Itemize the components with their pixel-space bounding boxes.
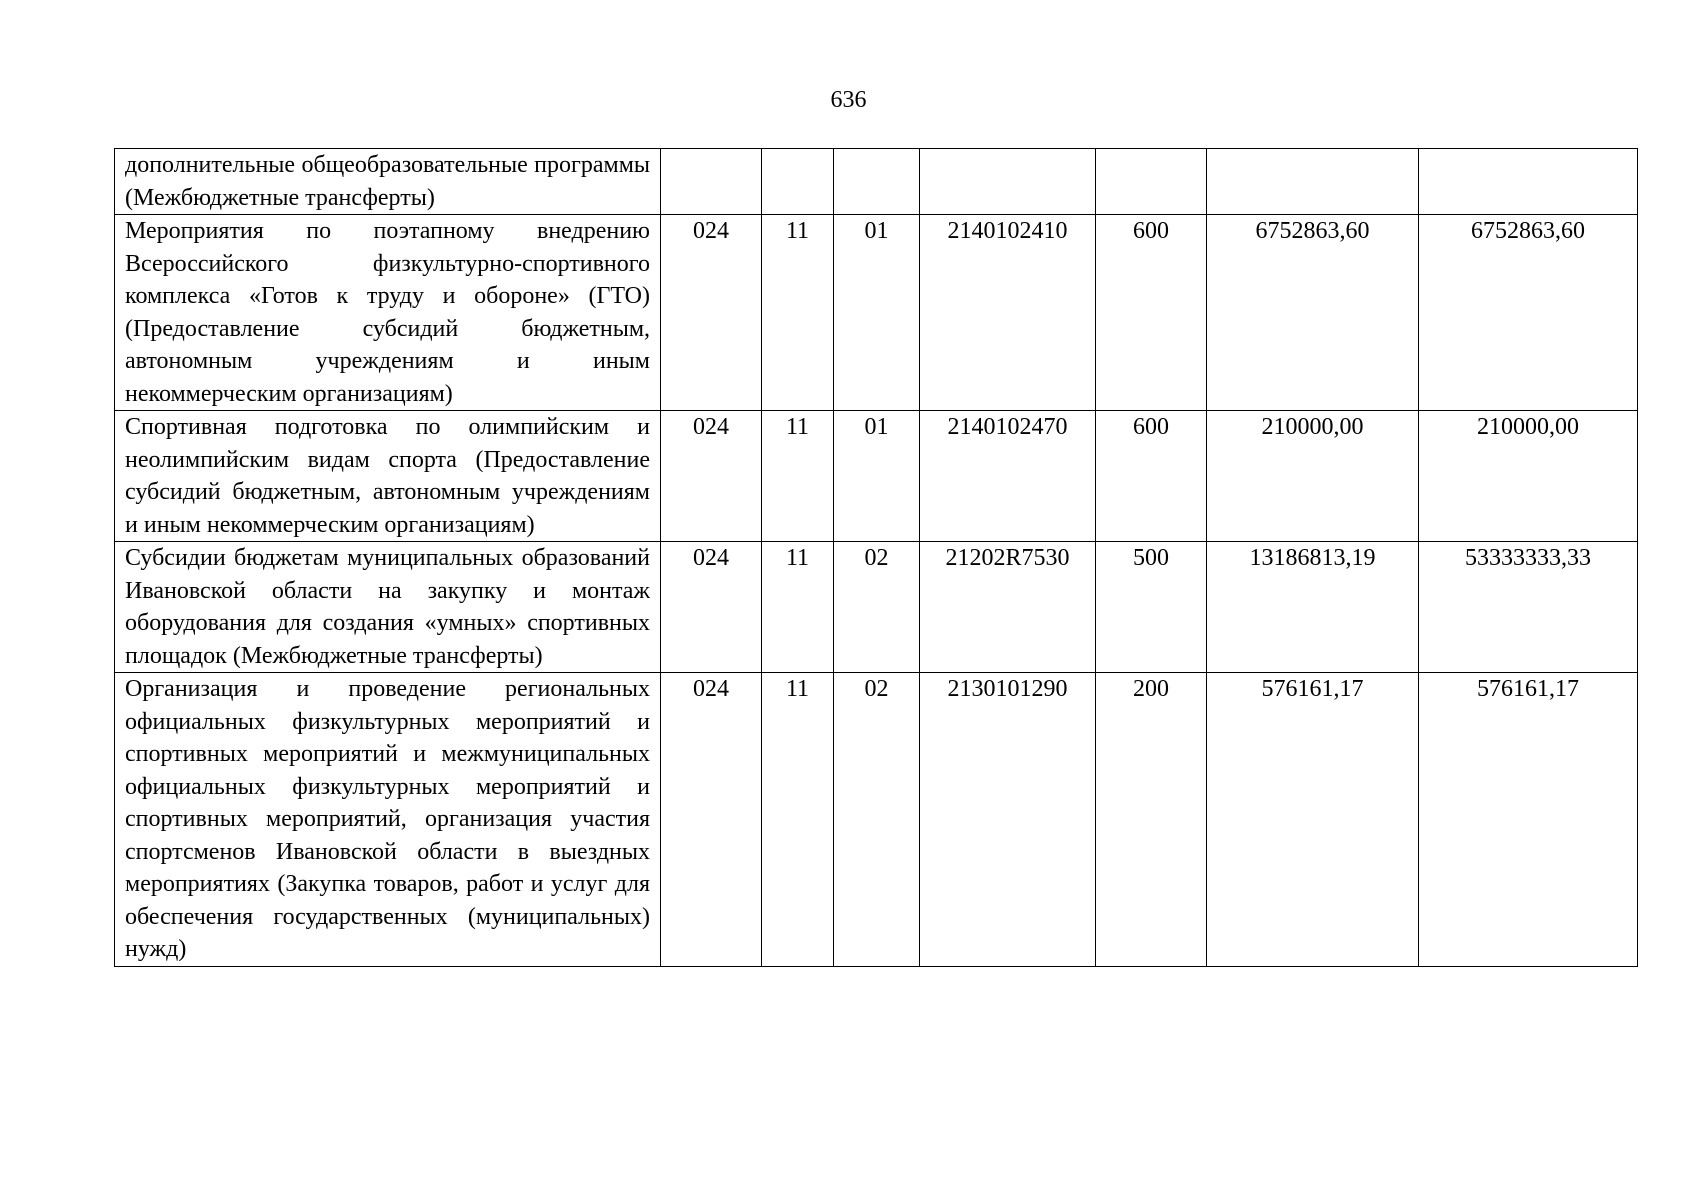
subsection-code: [834, 149, 920, 215]
table-row: [115, 673, 1638, 967]
amount-year-2: [1419, 149, 1638, 215]
row-description: дополнительные общеобразовательные программы (Межбюджетные трансферты): [115, 149, 661, 215]
subsection-code: 01: [834, 215, 920, 411]
section-code: [762, 149, 834, 215]
table-row: [115, 542, 1638, 673]
ved-code: [661, 149, 762, 215]
ved-code: 024: [661, 542, 762, 673]
amount-year-2: 210000,00: [1419, 411, 1638, 542]
table-row: [115, 149, 1638, 215]
target-article-code: [920, 149, 1096, 215]
budget-table: [114, 148, 1638, 967]
table-row: [115, 215, 1638, 411]
target-article-code: 21202R7530: [920, 542, 1096, 673]
row-description: Субсидии бюджетам муниципальных образований Ивановской области на закупку и монтаж оборудования для создания «умных» спортивных площадок (Межбюджетные трансферты): [115, 542, 661, 673]
ved-code: 024: [661, 411, 762, 542]
amount-year-1: [1207, 149, 1419, 215]
target-article-code: 2130101290: [920, 673, 1096, 967]
amount-year-1: 210000,00: [1207, 411, 1419, 542]
section-code: 11: [762, 411, 834, 542]
subsection-code: 01: [834, 411, 920, 542]
row-description: Организация и проведение региональных официальных физкультурных мероприятий и спортивных мероприятий и межмуниципальных официальных физкультурных мероприятий и спортивных мероприятий, организация участия спортсменов Ивановской области в выездных мероприятиях (Закупка товаров, работ и услуг для обеспечения государственных (муниципальных) нужд): [115, 673, 661, 967]
ved-code: 024: [661, 215, 762, 411]
target-article-code: 2140102410: [920, 215, 1096, 411]
subsection-code: 02: [834, 542, 920, 673]
subsection-code: 02: [834, 673, 920, 967]
page-number: 636: [830, 87, 867, 113]
ved-code: 024: [661, 673, 762, 967]
expense-type-code: 500: [1096, 542, 1207, 673]
section-code: 11: [762, 542, 834, 673]
section-code: 11: [762, 215, 834, 411]
amount-year-1: 13186813,19: [1207, 542, 1419, 673]
table-row: [115, 411, 1638, 542]
amount-year-1: 6752863,60: [1207, 215, 1419, 411]
expense-type-code: [1096, 149, 1207, 215]
target-article-code: 2140102470: [920, 411, 1096, 542]
expense-type-code: 600: [1096, 411, 1207, 542]
section-code: 11: [762, 673, 834, 967]
amount-year-2: 53333333,33: [1419, 542, 1638, 673]
expense-type-code: 600: [1096, 215, 1207, 411]
row-description: Спортивная подготовка по олимпийским и неолимпийским видам спорта (Предоставление субсидий бюджетным, автономным учреждениям и иным некоммерческим организациям): [115, 411, 661, 542]
amount-year-2: 6752863,60: [1419, 215, 1638, 411]
expense-type-code: 200: [1096, 673, 1207, 967]
row-description: Мероприятия по поэтапному внедрению Всероссийского физкультурно-спортивного комплекса «Готов к труду и обороне» (ГТО) (Предоставление субсидий бюджетным, автономным учреждениям и иным некоммерческим организациям): [115, 215, 661, 411]
amount-year-2: 576161,17: [1419, 673, 1638, 967]
amount-year-1: 576161,17: [1207, 673, 1419, 967]
